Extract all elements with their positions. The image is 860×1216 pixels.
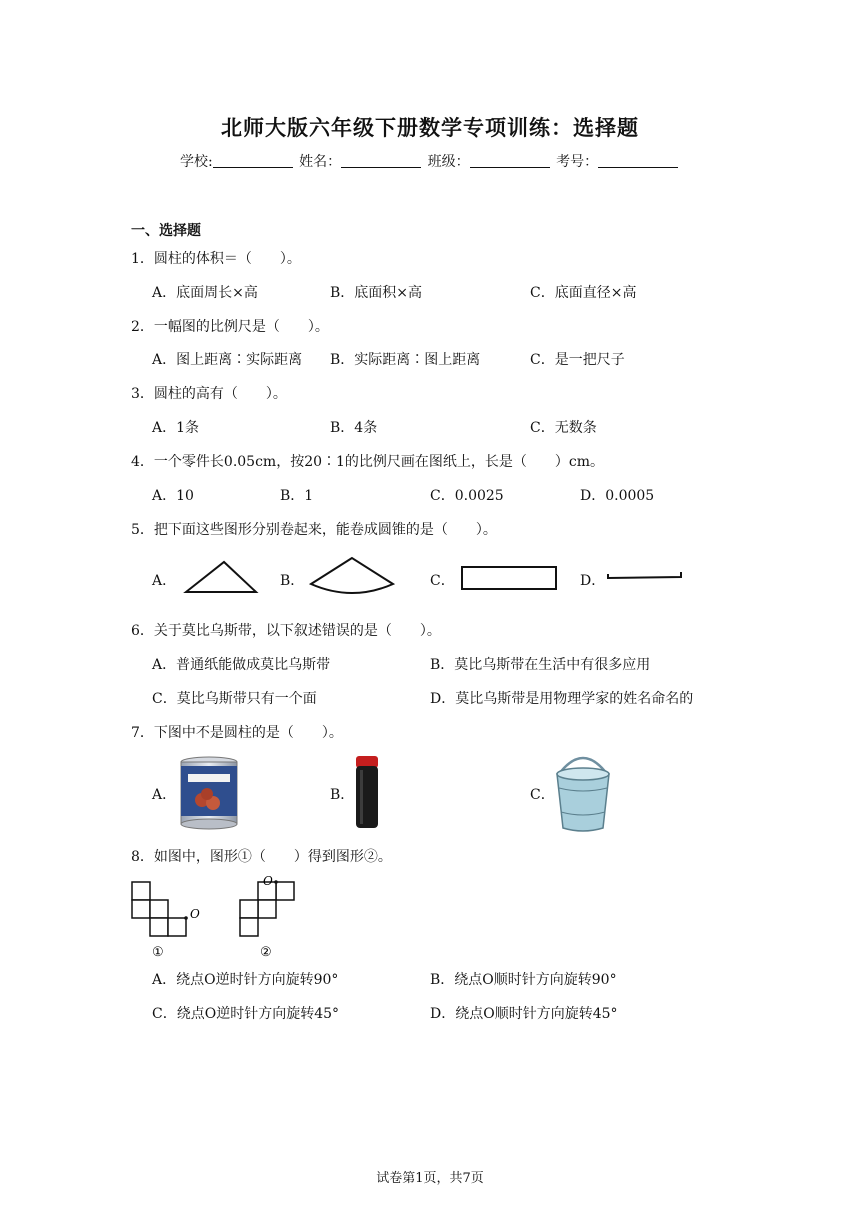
q6-option-b[interactable]: B．莫比乌斯带在生活中有很多应用	[430, 657, 651, 673]
question-4-stem: 4．一个零件长0.05cm，按20∶1的比例尺画在图纸上，长是（ ）cm。	[131, 454, 605, 470]
section-heading: 一、选择题	[131, 223, 201, 239]
sector-shape	[308, 556, 398, 600]
q6-option-a[interactable]: A．普通纸能做成莫比乌斯带	[152, 657, 331, 673]
exam-no-blank[interactable]	[598, 153, 678, 168]
q8-option-b[interactable]: B．绕点O顺时针方向旋转90°	[430, 972, 617, 988]
question-7-stem: 7．下图中不是圆柱的是（ ）。	[131, 725, 343, 741]
page-footer: 试卷第1页，共7页	[376, 1171, 484, 1186]
water-bucket-image	[553, 750, 613, 834]
triangle-shape	[184, 559, 264, 595]
rectangle-shape	[460, 565, 560, 595]
figure-2-label: ②	[260, 945, 272, 960]
q1-option-b[interactable]: B．底面积×高	[330, 285, 423, 301]
question-6-stem: 6．关于莫比乌斯带，以下叙述错误的是（ ）。	[131, 623, 441, 639]
figure-1-label: ①	[152, 945, 164, 960]
q5-option-c[interactable]: C．	[430, 573, 455, 589]
name-blank[interactable]	[341, 153, 421, 168]
point-o-label: O	[190, 907, 200, 921]
q4-option-d[interactable]: D．0.0005	[580, 488, 655, 504]
q5-option-a[interactable]: A．	[152, 573, 177, 589]
q1-option-c[interactable]: C．底面直径×高	[530, 285, 637, 301]
exam-no-label: 考号：	[556, 154, 599, 170]
q3-option-a[interactable]: A．1条	[152, 420, 200, 436]
q2-option-c[interactable]: C．是一把尺子	[530, 352, 625, 368]
name-label: 姓名：	[299, 154, 342, 170]
q8-option-d[interactable]: D．绕点O顺时针方向旋转45°	[430, 1006, 618, 1022]
thermos-bottle-image	[352, 754, 382, 830]
question-3-stem: 3．圆柱的高有（ ）。	[131, 386, 287, 402]
q7-option-c[interactable]: C．	[530, 787, 555, 803]
question-2-stem: 2．一幅图的比例尺是（ ）。	[131, 319, 329, 335]
q5-option-b[interactable]: B．	[280, 573, 305, 589]
class-label: 班级：	[427, 154, 470, 170]
question-8-stem: 8．如图中，图形①（ ）得到图形②。	[131, 849, 392, 865]
point-o-label-2: O	[263, 874, 273, 888]
page-title: 北师大版六年级下册数学专项训练：选择题	[221, 115, 639, 140]
q5-option-d[interactable]: D．	[580, 573, 606, 589]
q1-option-a[interactable]: A．底面周长×高	[152, 285, 258, 301]
q4-option-a[interactable]: A．10	[152, 488, 194, 504]
thin-strip-shape	[606, 570, 686, 582]
q6-option-d[interactable]: D．莫比乌斯带是用物理学家的姓名命名的	[430, 691, 694, 707]
canned-food-tin-image	[178, 756, 240, 830]
student-info-line	[180, 151, 680, 171]
figure-2-grid	[236, 874, 316, 960]
q2-option-b[interactable]: B．实际距离∶图上距离	[330, 352, 481, 368]
school-label: 学校:	[180, 154, 213, 170]
question-1-stem: 1．圆柱的体积＝（ ）。	[131, 251, 301, 267]
q7-option-b[interactable]: B．	[330, 787, 355, 803]
figure-1-grid	[130, 874, 210, 960]
school-blank[interactable]	[213, 153, 293, 168]
q8-option-a[interactable]: A．绕点O逆时针方向旋转90°	[152, 972, 339, 988]
q2-option-a[interactable]: A．图上距离∶实际距离	[152, 352, 303, 368]
class-blank[interactable]	[470, 153, 550, 168]
q3-option-c[interactable]: C．无数条	[530, 420, 597, 436]
question-5-stem: 5．把下面这些图形分别卷起来，能卷成圆锥的是（ ）。	[131, 522, 497, 538]
q7-option-a[interactable]: A．	[152, 787, 177, 803]
q4-option-b[interactable]: B．1	[280, 488, 314, 504]
q3-option-b[interactable]: B．4条	[330, 420, 378, 436]
q6-option-c[interactable]: C．莫比乌斯带只有一个面	[152, 691, 317, 707]
q4-option-c[interactable]: C．0.0025	[430, 488, 504, 504]
q8-option-c[interactable]: C．绕点O逆时针方向旋转45°	[152, 1006, 340, 1022]
